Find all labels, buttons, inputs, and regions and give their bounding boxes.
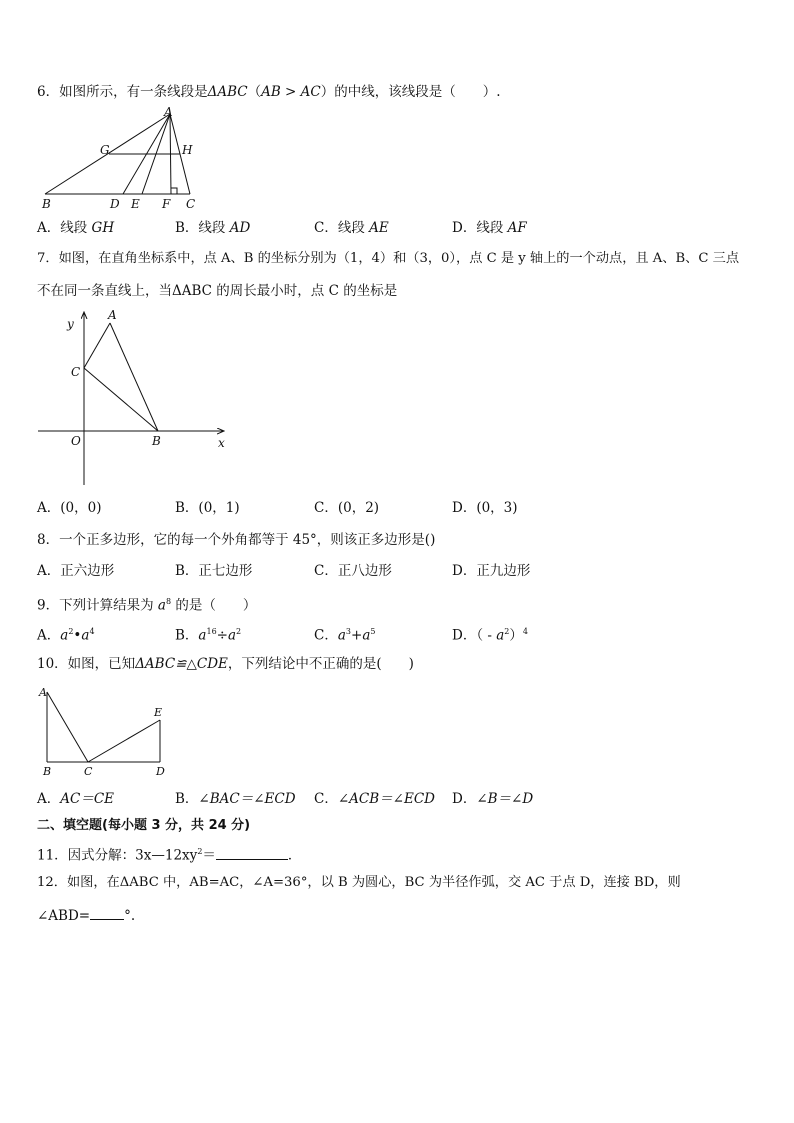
q6-option-d-seg: AF — [507, 220, 527, 236]
q11-end: ． — [287, 847, 302, 864]
section2-title: 二、填空题(每小题 3 分，共 24 分) — [37, 818, 251, 833]
q9-option-c-key: C． — [314, 627, 338, 644]
q9-option-d-base: a — [496, 627, 505, 644]
q6-cond-ab: AB — [261, 84, 281, 100]
q6-label-e: E — [131, 197, 140, 211]
q9-var: a — [157, 597, 166, 614]
q8-option-c[interactable] — [314, 562, 392, 580]
q10-option-c-key: C． — [314, 791, 338, 807]
q7-option-b-key: B． — [175, 500, 199, 516]
q10-option-b-key: B． — [175, 791, 199, 807]
q6-label-h: H — [182, 143, 193, 157]
q8-stem: 8．一个正多边形，它的每一个外角都等于 45°，则该正多边形是() — [37, 532, 436, 548]
q6-stem — [37, 83, 501, 101]
q9-option-b-key: B． — [175, 627, 199, 644]
q7-option-a-key: A． — [37, 500, 61, 516]
q9-option-c-exp1: 3 — [345, 627, 351, 636]
q7-option-d-text: (0，3) — [476, 500, 518, 516]
q9-option-d-exp: 2 — [504, 627, 510, 636]
q7-line1: 7．如图，在直角坐标系中，点 A、B 的坐标分别为（1，4）和（3，0），点 C 是 y 轴上的一个动点，且 A、B、C 三点 — [37, 251, 740, 266]
q6-option-c-pre: 线段 — [337, 220, 370, 236]
q6-option-d[interactable] — [452, 219, 527, 237]
q9-option-b-exp1: 16 — [206, 627, 217, 636]
q10-option-a-key: A． — [37, 791, 61, 807]
q6-text-b: 的中线，该线段是（ ）. — [334, 84, 501, 100]
q6-label-d: D — [110, 197, 120, 211]
q6-option-c[interactable] — [314, 219, 389, 237]
q10-option-b-text: ∠BAC＝∠ECD — [198, 791, 296, 807]
q12-line1: 12．如图，在ΔABC 中，AB=AC，∠A=36°，以 B 为圆心，BC 为半径作弧，交 AC 于点 D，连接 BD，则 — [37, 875, 681, 890]
q7-option-c-key: C． — [314, 500, 338, 516]
q9-option-a-op: • — [73, 627, 82, 644]
q6-option-d-pre: 线段 — [476, 220, 508, 236]
q6-number: 6． — [37, 84, 60, 100]
q9-option-d-outer-exp: 4 — [522, 627, 528, 636]
q9-option-b-op: ÷ — [216, 627, 228, 644]
q10-option-d-text: ∠B＝∠D — [476, 791, 534, 807]
q9-option-b-base1: a — [198, 627, 207, 644]
q10-label-c: C — [84, 765, 93, 778]
q6-option-b[interactable] — [175, 219, 250, 237]
q9-text-b: 的是（ ） — [171, 597, 257, 614]
q11-stem — [37, 843, 301, 865]
q10-figure — [30, 680, 180, 780]
q8-option-d-text: 正九边形 — [476, 563, 531, 579]
q9-option-c-exp2: 5 — [370, 627, 376, 636]
q6-label-c: C — [186, 197, 196, 211]
q6-option-b-seg: AD — [229, 220, 251, 236]
q6-option-a-pre: 线段 — [60, 220, 92, 236]
q8-option-a[interactable] — [37, 562, 114, 580]
q8-option-c-key: C． — [314, 563, 338, 579]
q10-text-b: ，下列结论中不正确的是( ) — [227, 656, 414, 672]
q6-figure — [30, 102, 210, 212]
q10-option-c-text: ∠ACB＝∠ECD — [337, 791, 435, 807]
q10-congruence: ΔABC≌△CDE — [135, 656, 228, 672]
q9-option-a-base2: a — [81, 627, 90, 644]
q7-label-x: x — [218, 436, 225, 450]
q7-figure — [30, 305, 240, 490]
q10-text-a: 10．如图，已知 — [37, 656, 136, 672]
q6-paren-open: （ — [247, 84, 262, 100]
q6-cond-ac: AC — [300, 84, 321, 100]
q8-option-a-text: 正六边形 — [60, 563, 115, 579]
q7-label-o: O — [71, 434, 81, 448]
q9-option-a-key: A． — [37, 627, 61, 644]
q8-option-b-key: B． — [175, 563, 199, 579]
q10-option-a-text: AC＝CE — [60, 791, 115, 807]
q9-option-d-post: ） — [509, 627, 523, 644]
q7-line2: 不在同一条直线上，当ΔABC 的周长最小时，点 C 的坐标是 — [37, 283, 398, 299]
q9-text-a: 9．下列计算结果为 — [37, 597, 158, 614]
q6-gt: > — [280, 84, 301, 100]
q7-label-c: C — [71, 365, 81, 379]
q10-option-a[interactable] — [37, 790, 114, 808]
q7-option-d[interactable] — [452, 499, 518, 517]
q11-text: 11．因式分解：3x—12xy — [37, 847, 198, 864]
q6-paren-close: ） — [320, 84, 335, 100]
q6-option-b-key: B． — [175, 220, 199, 236]
q9-option-c[interactable] — [314, 623, 375, 645]
q11-eq: ＝ — [202, 847, 216, 864]
q6-label-f: F — [162, 197, 171, 211]
q9-stem — [37, 593, 256, 615]
q7-option-a[interactable] — [37, 499, 101, 517]
q8-option-b[interactable] — [175, 562, 252, 580]
q6-label-a: A — [164, 105, 173, 119]
q12-line2 — [37, 906, 135, 925]
q9-option-d-key: D． — [452, 627, 477, 644]
q6-option-c-key: C． — [314, 220, 338, 236]
q10-label-a: A — [39, 686, 47, 699]
q6-option-d-key: D． — [452, 220, 477, 236]
q6-option-a[interactable] — [37, 219, 114, 237]
q10-option-c[interactable] — [314, 790, 435, 808]
q8-option-b-text: 正七边形 — [198, 563, 253, 579]
q12-answer-blank[interactable] — [90, 906, 124, 920]
q7-option-d-key: D． — [452, 500, 477, 516]
q8-option-c-text: 正八边形 — [337, 563, 392, 579]
q10-label-d: D — [156, 765, 165, 778]
q7-option-c[interactable] — [314, 499, 379, 517]
q9-option-a-exp2: 4 — [89, 627, 95, 636]
q9-option-d[interactable] — [452, 623, 528, 645]
q9-option-a-base1: a — [60, 627, 69, 644]
q10-option-d[interactable] — [452, 790, 533, 808]
q9-exp: 8 — [165, 597, 172, 606]
q7-label-y: y — [67, 317, 74, 331]
q7-label-b: B — [152, 434, 161, 448]
q7-option-b[interactable] — [175, 499, 240, 517]
q9-option-b-base2: a — [227, 627, 237, 644]
q12-line2-a: ∠ABD= — [37, 908, 91, 924]
q10-label-b: B — [43, 765, 52, 778]
q9-option-b[interactable] — [175, 623, 241, 645]
q8-option-d-key: D． — [452, 563, 477, 579]
q11-answer-blank[interactable] — [216, 846, 288, 860]
q9-option-a-exp1: 2 — [68, 627, 74, 636]
q8-option-d[interactable] — [452, 562, 530, 580]
q6-option-a-seg: GH — [91, 220, 115, 236]
q6-triangle: ΔABC — [207, 84, 248, 100]
q9-option-c-base1: a — [337, 627, 346, 644]
q9-option-c-base2: a — [362, 627, 371, 644]
q10-option-d-key: D． — [452, 791, 477, 807]
q7-label-a: A — [108, 308, 117, 322]
q12-line2-b: °. — [124, 908, 136, 924]
q6-option-b-pre: 线段 — [198, 220, 230, 236]
q7-option-c-text: (0，2) — [337, 500, 380, 516]
q9-option-d-pre: （ - — [476, 627, 497, 644]
q6-label-b: B — [42, 197, 51, 211]
q9-option-a[interactable] — [37, 623, 95, 645]
q9-option-c-op: + — [351, 627, 363, 644]
q9-option-b-exp2: 2 — [236, 627, 242, 636]
q8-option-a-key: A． — [37, 563, 61, 579]
q6-text-a: 如图所示，有一条线段是 — [59, 84, 208, 100]
q7-option-b-text: (0，1) — [198, 500, 240, 516]
q11-exp: 2 — [197, 847, 203, 856]
q10-option-b[interactable] — [175, 790, 296, 808]
q10-label-e: E — [154, 706, 163, 719]
q6-label-g: G — [100, 143, 110, 157]
q7-option-a-text: (0，0) — [60, 500, 102, 516]
q10-stem — [37, 655, 414, 673]
q6-option-c-seg: AE — [369, 220, 389, 236]
q6-option-a-key: A． — [37, 220, 61, 236]
